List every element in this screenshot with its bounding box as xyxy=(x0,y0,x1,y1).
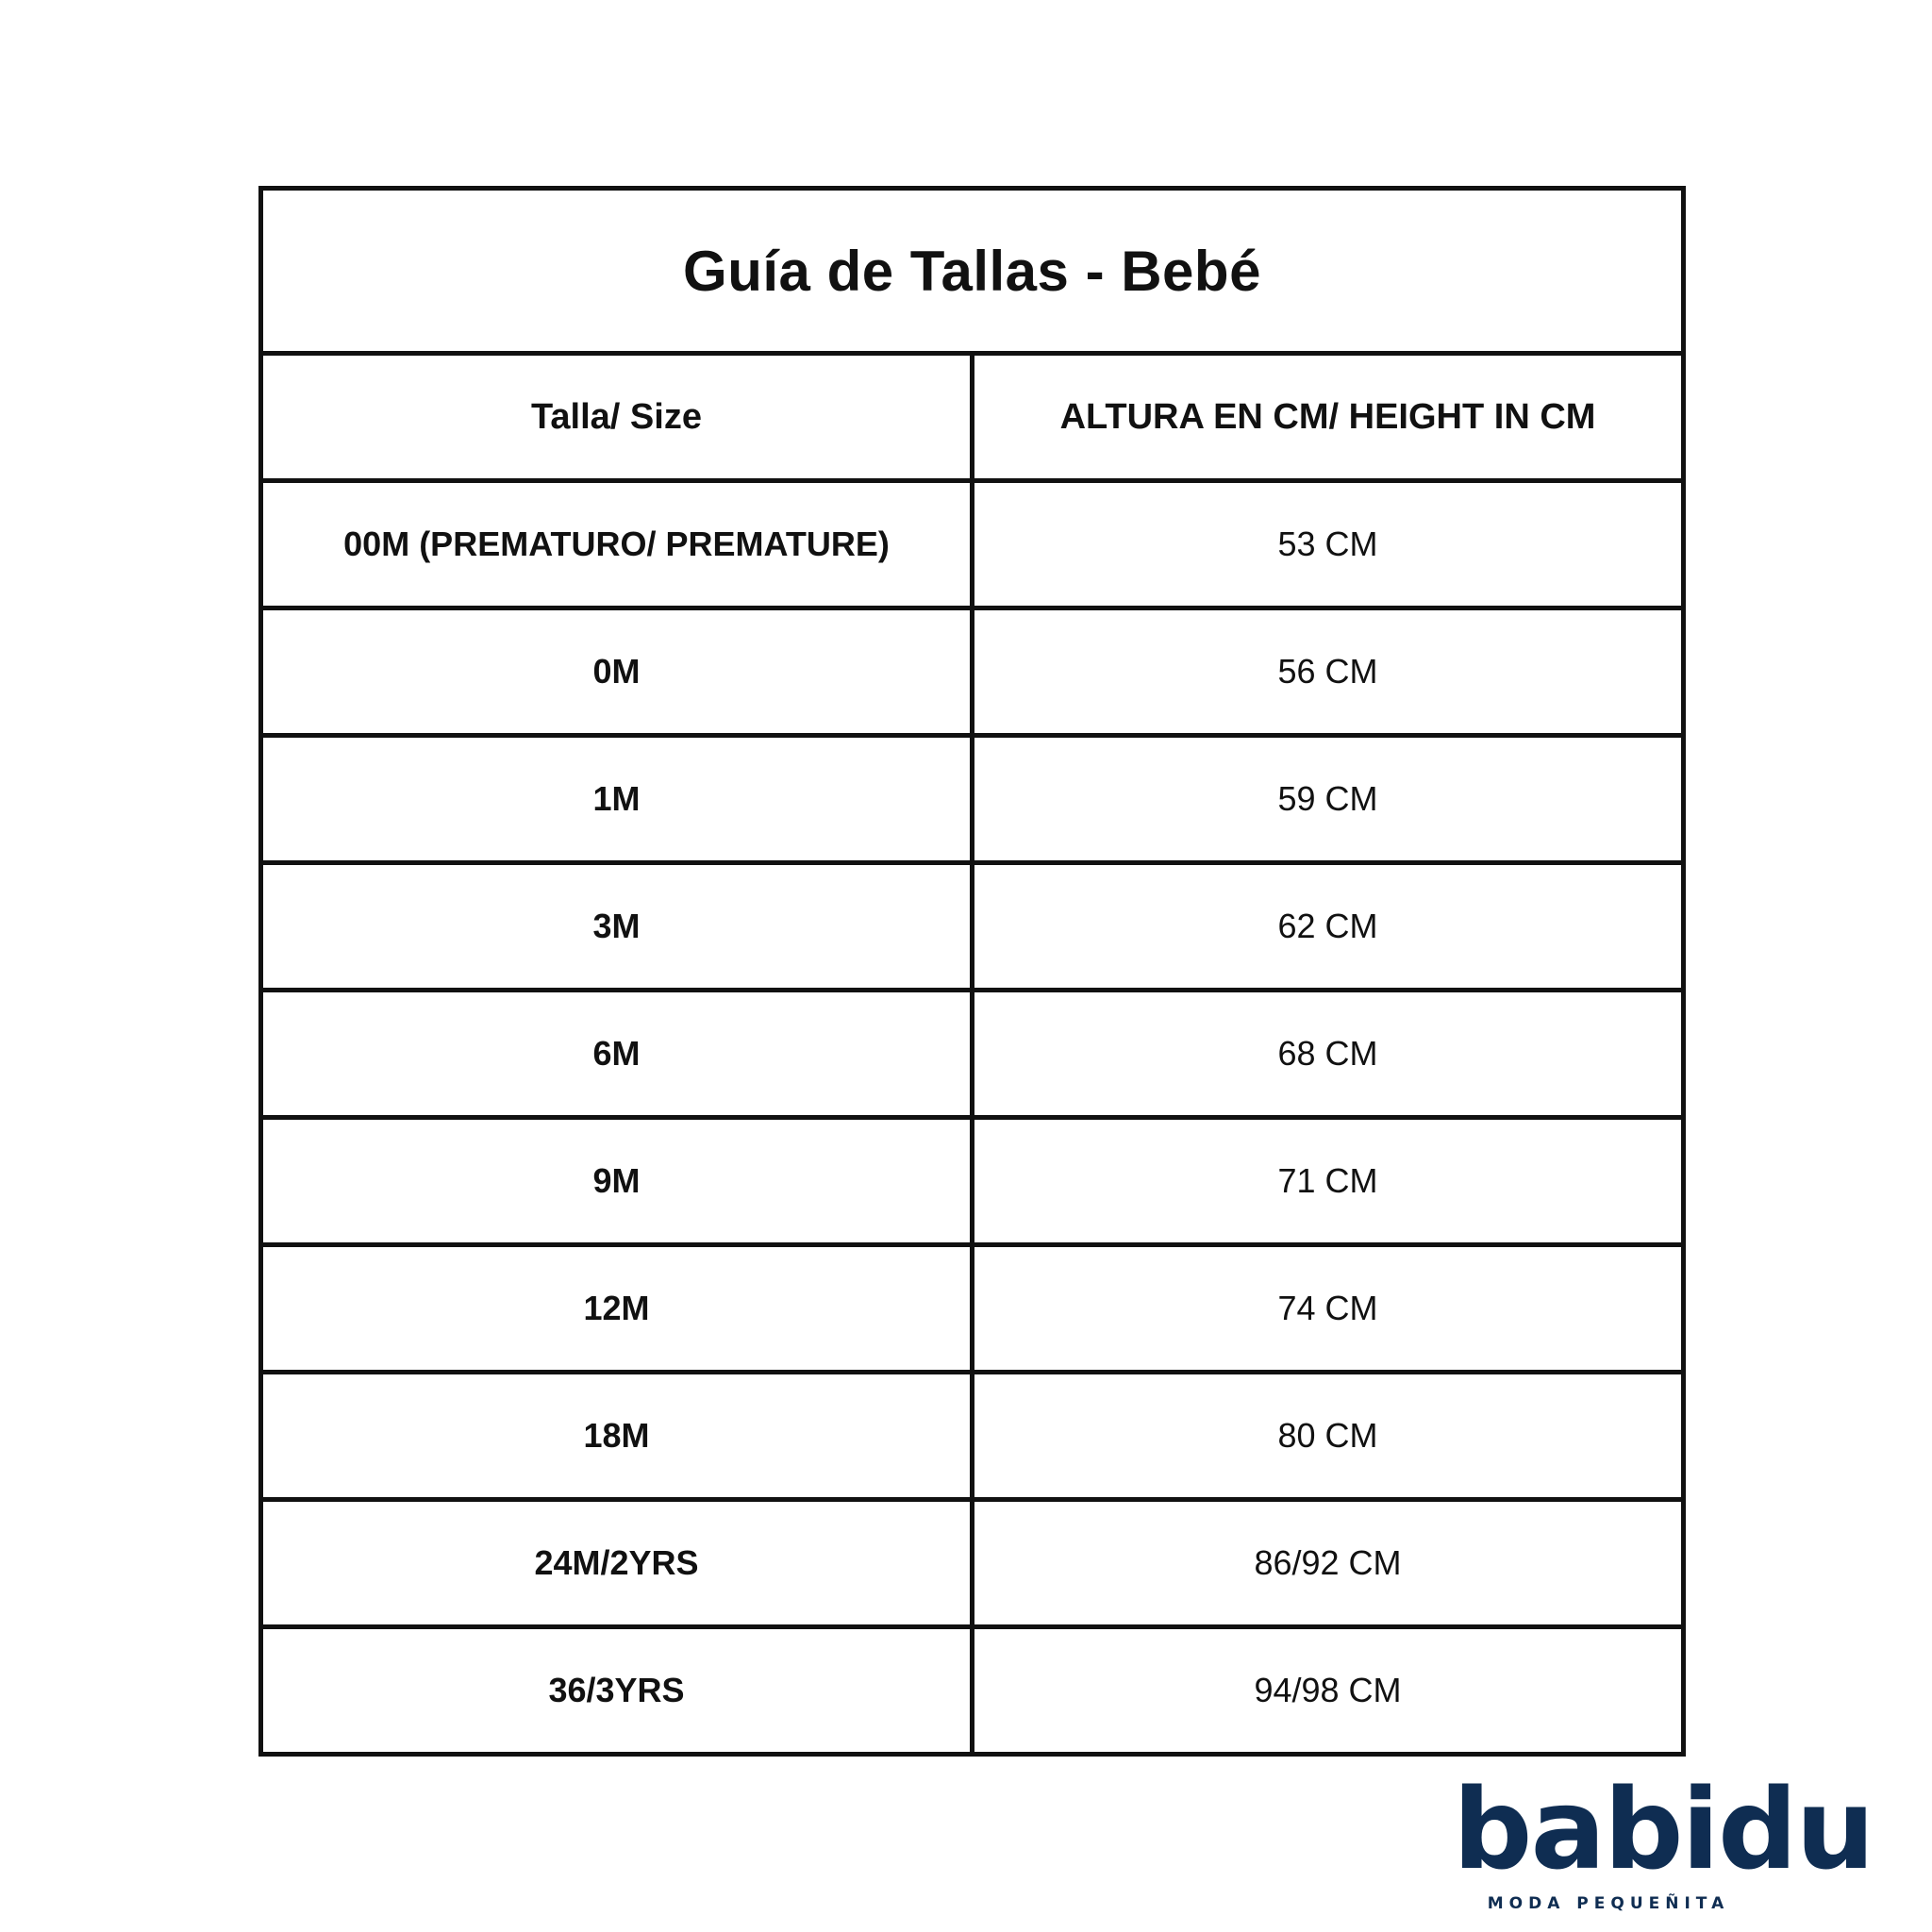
height-cell: 53 CM xyxy=(973,481,1684,608)
table-row xyxy=(261,991,1684,1118)
size-cell: 9M xyxy=(261,1118,973,1245)
size-cell: 1M xyxy=(261,736,973,863)
size-cell: 6M xyxy=(261,991,973,1118)
size-cell: 18M xyxy=(261,1373,973,1500)
column-header-height: ALTURA EN CM/ HEIGHT IN CM xyxy=(973,354,1684,481)
height-cell: 74 CM xyxy=(973,1245,1684,1373)
table-row xyxy=(261,736,1684,863)
size-cell: 0M xyxy=(261,608,973,736)
height-cell: 86/92 CM xyxy=(973,1500,1684,1627)
table-row xyxy=(261,1500,1684,1627)
table-row xyxy=(261,608,1684,736)
height-cell: 94/98 CM xyxy=(973,1627,1684,1755)
height-cell: 59 CM xyxy=(973,736,1684,863)
table-row xyxy=(261,1118,1684,1245)
size-cell: 00M (PREMATURO/ PREMATURE) xyxy=(261,481,973,608)
table-row xyxy=(261,1245,1684,1373)
height-cell: 62 CM xyxy=(973,863,1684,991)
size-guide-table xyxy=(258,186,1686,1757)
brand-logo xyxy=(1453,1764,1874,1913)
brand-name: babidu xyxy=(1453,1764,1874,1894)
size-cell: 3M xyxy=(261,863,973,991)
height-cell: 68 CM xyxy=(973,991,1684,1118)
table-title: Guía de Tallas - Bebé xyxy=(261,189,1684,354)
height-cell: 71 CM xyxy=(973,1118,1684,1245)
height-cell: 80 CM xyxy=(973,1373,1684,1500)
column-header-size: Talla/ Size xyxy=(261,354,973,481)
height-cell: 56 CM xyxy=(973,608,1684,736)
table-row xyxy=(261,1373,1684,1500)
title-row xyxy=(261,189,1684,354)
size-cell: 12M xyxy=(261,1245,973,1373)
size-cell: 24M/2YRS xyxy=(261,1500,973,1627)
header-row xyxy=(261,354,1684,481)
table-row xyxy=(261,863,1684,991)
table-row xyxy=(261,481,1684,608)
size-cell: 36/3YRS xyxy=(261,1627,973,1755)
brand-tagline: MODA PEQUEÑITA xyxy=(1487,1894,1730,1913)
table-row xyxy=(261,1627,1684,1755)
